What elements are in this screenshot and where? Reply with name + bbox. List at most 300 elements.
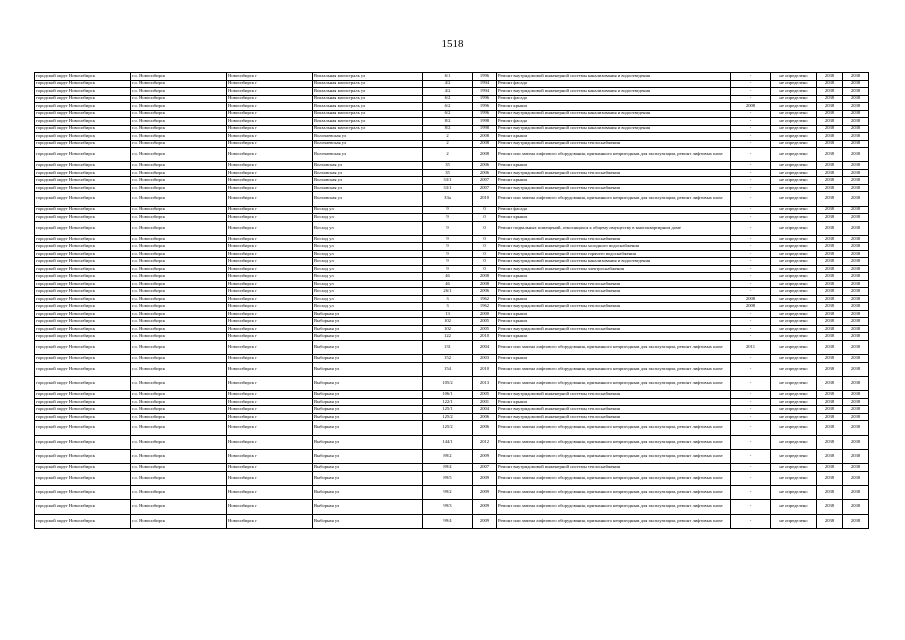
house-number-cell: 2 [423,133,473,141]
street-cell: Волочаевская ул [313,140,423,148]
work-type-cell: Ремонт крыши [497,133,731,141]
municipality-cell: городской округ Новосибирск [35,103,131,111]
street-cell: Волховская ул [313,192,423,206]
street-cell: Выборная ул [313,376,423,390]
locality-cell: Новосибирск г [227,449,313,463]
plan-start-cell: 2038 [817,288,843,296]
plan-end-cell: 2038 [843,258,869,266]
municipality-cell: городской округ Новосибирск [35,258,131,266]
municipality-cell: городской округ Новосибирск [35,133,131,141]
settlement-cell: г.о. Новосибирск [131,140,227,148]
house-number-cell: 9 [423,221,473,235]
street-cell: Волочаевская ул [313,148,423,162]
locality-cell: Новосибирск г [227,250,313,258]
table-row [35,435,869,449]
last-repair-year-cell: - [731,184,771,192]
settlement-cell: г.о. Новосибирск [131,406,227,414]
table-row [35,406,869,414]
street-cell: Волочаевская ул [313,133,423,141]
year-built-cell: 1996 [473,73,497,81]
work-type-cell: Ремонт или замена лифтового оборудования, признанного непригодным для эксплуатации, ремонт лифтовых шахт [497,435,731,449]
year-built-cell: 1998 [473,118,497,126]
plan-start-cell: 2038 [817,514,843,528]
table-row [35,192,869,206]
year-built-cell: 1996 [473,103,497,111]
locality-cell: Новосибирск г [227,162,313,170]
cost-cell: не определено [771,125,817,133]
locality-cell: Новосибирск г [227,362,313,376]
locality-cell: Новосибирск г [227,413,313,421]
year-built-cell: 0 [473,250,497,258]
locality-cell: Новосибирск г [227,355,313,363]
plan-end-cell: 2038 [843,221,869,235]
municipality-cell: городской округ Новосибирск [35,295,131,303]
municipality-cell: городской округ Новосибирск [35,485,131,499]
plan-end-cell: 2038 [843,288,869,296]
plan-start-cell: 2038 [817,362,843,376]
locality-cell: Новосибирск г [227,376,313,390]
settlement-cell: г.о. Новосибирск [131,110,227,118]
locality-cell: Новосибирск г [227,295,313,303]
street-cell: Волховская ул [313,169,423,177]
settlement-cell: г.о. Новосибирск [131,192,227,206]
last-repair-year-cell: - [731,514,771,528]
settlement-cell: г.о. Новосибирск [131,177,227,185]
year-built-cell: 2004 [473,406,497,414]
cost-cell: не определено [771,500,817,514]
year-built-cell: 1994 [473,80,497,88]
house-number-cell: 144/1 [423,435,473,449]
plan-start-cell: 2038 [817,250,843,258]
plan-end-cell: 2038 [843,464,869,472]
house-number-cell: 125/2 [423,421,473,435]
settlement-cell: г.о. Новосибирск [131,333,227,341]
cost-cell: не определено [771,177,817,185]
table-row [35,162,869,170]
settlement-cell: г.о. Новосибирск [131,303,227,311]
cost-cell: не определено [771,103,817,111]
table-row [35,485,869,499]
cost-cell: не определено [771,471,817,485]
year-built-cell: 2003 [473,355,497,363]
plan-start-cell: 2038 [817,435,843,449]
plan-end-cell: 2038 [843,250,869,258]
house-number-cell: 9 [423,214,473,222]
table-row [35,333,869,341]
plan-end-cell: 2038 [843,280,869,288]
plan-end-cell: 2038 [843,103,869,111]
municipality-cell: городской округ Новосибирск [35,325,131,333]
cost-cell: не определено [771,310,817,318]
table-row [35,318,869,326]
street-cell: Восход ул [313,288,423,296]
last-repair-year-cell: - [731,318,771,326]
cost-cell: не определено [771,221,817,235]
locality-cell: Новосибирск г [227,169,313,177]
cost-cell: не определено [771,485,817,499]
plan-start-cell: 2038 [817,398,843,406]
table-row [35,310,869,318]
locality-cell: Новосибирск г [227,243,313,251]
cost-cell: не определено [771,280,817,288]
year-built-cell: 2008 [473,280,497,288]
house-number-cell: 122/1 [423,398,473,406]
table-row [35,355,869,363]
last-repair-year-cell: - [731,265,771,273]
cost-cell: не определено [771,250,817,258]
plan-end-cell: 2038 [843,235,869,243]
last-repair-year-cell: - [731,280,771,288]
settlement-cell: г.о. Новосибирск [131,318,227,326]
table-row [35,95,869,103]
locality-cell: Новосибирск г [227,140,313,148]
plan-start-cell: 2038 [817,140,843,148]
table-row [35,177,869,185]
plan-end-cell: 2038 [843,169,869,177]
cost-cell: не определено [771,376,817,390]
plan-end-cell: 2038 [843,184,869,192]
municipality-cell: городской округ Новосибирск [35,214,131,222]
locality-cell: Новосибирск г [227,464,313,472]
last-repair-year-cell: - [731,398,771,406]
locality-cell: Новосибирск г [227,435,313,449]
plan-end-cell: 2038 [843,303,869,311]
house-number-cell: 89/2 [423,449,473,463]
street-cell: Восход ул [313,295,423,303]
house-number-cell: 9 [423,258,473,266]
house-number-cell: 131 [423,340,473,354]
plan-end-cell: 2038 [843,118,869,126]
work-type-cell: Ремонт внутридомовой инженерной системы теплоснабжения [497,464,731,472]
work-type-cell: Ремонт внутридомовой инженерной системы канализования и водоотведения [497,73,731,81]
settlement-cell: г.о. Новосибирск [131,184,227,192]
plan-start-cell: 2038 [817,310,843,318]
street-cell: Восход ул [313,280,423,288]
year-built-cell: 1996 [473,110,497,118]
work-type-cell: Ремонт или замена лифтового оборудования, признанного непригодным для эксплуатации, ремонт лифтовых шахт [497,514,731,528]
last-repair-year-cell: - [731,406,771,414]
year-built-cell: 1998 [473,125,497,133]
table-row [35,214,869,222]
house-number-cell: 33/1 [423,177,473,185]
street-cell: Восход ул [313,258,423,266]
locality-cell: Новосибирск г [227,73,313,81]
street-cell: Восход ул [313,206,423,214]
settlement-cell: г.о. Новосибирск [131,376,227,390]
last-repair-year-cell: - [731,125,771,133]
plan-end-cell: 2038 [843,95,869,103]
locality-cell: Новосибирск г [227,406,313,414]
street-cell: Вокзальная магистраль ул [313,118,423,126]
last-repair-year-cell: - [731,110,771,118]
cost-cell: не определено [771,265,817,273]
street-cell: Выборная ул [313,391,423,399]
table-row [35,471,869,485]
settlement-cell: г.о. Новосибирск [131,295,227,303]
plan-start-cell: 2038 [817,464,843,472]
last-repair-year-cell: - [731,471,771,485]
last-repair-year-cell: - [731,376,771,390]
year-built-cell: 1996 [473,95,497,103]
plan-end-cell: 2038 [843,140,869,148]
plan-start-cell: 2038 [817,118,843,126]
table-row [35,288,869,296]
plan-end-cell: 2038 [843,73,869,81]
settlement-cell: г.о. Новосибирск [131,471,227,485]
work-type-cell: Ремонт фасада [497,80,731,88]
work-type-cell: Ремонт крыши [497,398,731,406]
settlement-cell: г.о. Новосибирск [131,206,227,214]
table-row [35,118,869,126]
municipality-cell: городской округ Новосибирск [35,221,131,235]
work-type-cell: Ремонт фасада [497,206,731,214]
work-type-cell: Ремонт или замена лифтового оборудования, признанного непригодным для эксплуатации, ремонт лифтовых шахт [497,500,731,514]
plan-start-cell: 2038 [817,421,843,435]
settlement-cell: г.о. Новосибирск [131,235,227,243]
settlement-cell: г.о. Новосибирск [131,273,227,281]
house-number-cell: 89/5 [423,471,473,485]
plan-end-cell: 2038 [843,310,869,318]
plan-start-cell: 2038 [817,449,843,463]
table-row [35,449,869,463]
last-repair-year-cell: - [731,148,771,162]
work-type-cell: Ремонт внутридомовой инженерной системы горячего водоснабжения [497,250,731,258]
table-row [35,250,869,258]
locality-cell: Новосибирск г [227,221,313,235]
house-number-cell: 125/2 [423,413,473,421]
municipality-cell: городской округ Новосибирск [35,140,131,148]
plan-end-cell: 2038 [843,206,869,214]
plan-end-cell: 2038 [843,398,869,406]
work-type-cell: Ремонт внутридомовой инженерной системы теплоснабжения [497,140,731,148]
plan-start-cell: 2038 [817,355,843,363]
locality-cell: Новосибирск г [227,340,313,354]
work-type-cell: Ремонт фасада [497,95,731,103]
work-type-cell: Ремонт внутридомовой инженерной системы теплоснабжения [497,406,731,414]
table-row [35,376,869,390]
year-built-cell: 2006 [473,413,497,421]
municipality-cell: городской округ Новосибирск [35,206,131,214]
work-type-cell: Ремонт внутридомовой инженерной системы теплоснабжения [497,169,731,177]
street-cell: Выборная ул [313,310,423,318]
plan-start-cell: 2038 [817,133,843,141]
street-cell: Восход ул [313,250,423,258]
locality-cell: Новосибирск г [227,184,313,192]
plan-start-cell: 2038 [817,177,843,185]
cost-cell: не определено [771,258,817,266]
municipality-cell: городской округ Новосибирск [35,421,131,435]
locality-cell: Новосибирск г [227,514,313,528]
street-cell: Восход ул [313,235,423,243]
settlement-cell: г.о. Новосибирск [131,148,227,162]
plan-start-cell: 2038 [817,406,843,414]
work-type-cell: Ремонт внутридомовой инженерной системы теплоснабжения [497,235,731,243]
settlement-cell: г.о. Новосибирск [131,118,227,126]
municipality-cell: городской округ Новосибирск [35,95,131,103]
year-built-cell: 2010 [473,333,497,341]
year-built-cell: 0 [473,243,497,251]
settlement-cell: г.о. Новосибирск [131,340,227,354]
street-cell: Выборная ул [313,325,423,333]
year-built-cell: 2006 [473,421,497,435]
locality-cell: Новосибирск г [227,398,313,406]
settlement-cell: г.о. Новосибирск [131,95,227,103]
municipality-cell: городской округ Новосибирск [35,340,131,354]
cost-cell: не определено [771,362,817,376]
street-cell: Выборная ул [313,362,423,376]
street-cell: Выборная ул [313,406,423,414]
locality-cell: Новосибирск г [227,273,313,281]
year-built-cell: 0 [473,265,497,273]
municipality-cell: городской округ Новосибирск [35,235,131,243]
house-number-cell: 9 [423,265,473,273]
table-row [35,273,869,281]
locality-cell: Новосибирск г [227,258,313,266]
locality-cell: Новосибирск г [227,118,313,126]
year-built-cell: 1994 [473,88,497,96]
work-type-cell: Ремонт внутридомовой инженерной системы холодного водоснабжения [497,243,731,251]
municipality-cell: городской округ Новосибирск [35,435,131,449]
house-number-cell: 6/2 [423,95,473,103]
plan-end-cell: 2038 [843,485,869,499]
last-repair-year-cell: - [731,243,771,251]
house-number-cell: 102 [423,325,473,333]
cost-cell: не определено [771,435,817,449]
work-type-cell: Ремонт внутридомовой инженерной системы канализования и водоотведения [497,258,731,266]
house-number-cell: 99/3 [423,500,473,514]
cost-cell: не определено [771,413,817,421]
table-row [35,243,869,251]
work-type-cell: Ремонт или замена лифтового оборудования, признанного непригодным для эксплуатации, ремонт лифтовых шахт [497,376,731,390]
last-repair-year-cell: - [731,206,771,214]
plan-end-cell: 2038 [843,125,869,133]
locality-cell: Новосибирск г [227,471,313,485]
year-built-cell: 0 [473,221,497,235]
cost-cell: не определено [771,449,817,463]
year-built-cell: 2013 [473,376,497,390]
house-number-cell: 89/4 [423,464,473,472]
work-type-cell: Ремонт или замена лифтового оборудования, признанного непригодным для эксплуатации, ремонт лифтовых шахт [497,421,731,435]
last-repair-year-cell: - [731,118,771,126]
street-cell: Вокзальная магистраль ул [313,88,423,96]
last-repair-year-cell: - [731,140,771,148]
locality-cell: Новосибирск г [227,95,313,103]
house-number-cell: 4/2 [423,80,473,88]
municipality-cell: городской округ Новосибирск [35,125,131,133]
work-type-cell: Ремонт или замена лифтового оборудования, признанного непригодным для эксплуатации, ремонт лифтовых шахт [497,362,731,376]
house-number-cell: 8/2 [423,125,473,133]
last-repair-year-cell: - [731,214,771,222]
plan-start-cell: 2038 [817,103,843,111]
last-repair-year-cell: - [731,250,771,258]
table-row [35,125,869,133]
municipality-cell: городской округ Новосибирск [35,250,131,258]
work-type-cell: Ремонт крыши [497,355,731,363]
cost-cell: не определено [771,295,817,303]
plan-start-cell: 2038 [817,333,843,341]
house-number-cell: 2 [423,140,473,148]
plan-start-cell: 2038 [817,221,843,235]
settlement-cell: г.о. Новосибирск [131,362,227,376]
last-repair-year-cell: 2008 [731,303,771,311]
year-built-cell: 0 [473,258,497,266]
year-built-cell: 2012 [473,435,497,449]
street-cell: Восход ул [313,221,423,235]
street-cell: Выборная ул [313,500,423,514]
settlement-cell: г.о. Новосибирск [131,125,227,133]
settlement-cell: г.о. Новосибирск [131,500,227,514]
work-type-cell: Ремонт крыши [497,177,731,185]
work-type-cell: Ремонт внутридомовой инженерной системы канализования и водоотведения [497,88,731,96]
last-repair-year-cell: - [731,449,771,463]
year-built-cell: 0 [473,214,497,222]
last-repair-year-cell: - [731,88,771,96]
municipality-cell: городской округ Новосибирск [35,398,131,406]
street-cell: Восход ул [313,265,423,273]
last-repair-year-cell: - [731,177,771,185]
settlement-cell: г.о. Новосибирск [131,169,227,177]
plan-start-cell: 2038 [817,125,843,133]
municipality-cell: городской округ Новосибирск [35,333,131,341]
street-cell: Выборная ул [313,355,423,363]
plan-start-cell: 2038 [817,318,843,326]
house-number-cell: 13 [423,310,473,318]
street-cell: Волховская ул [313,177,423,185]
work-type-cell: Ремонт или замена лифтового оборудования, признанного непригодным для эксплуатации, ремонт лифтовых шахт [497,340,731,354]
street-cell: Выборная ул [313,435,423,449]
locality-cell: Новосибирск г [227,80,313,88]
locality-cell: Новосибирск г [227,88,313,96]
settlement-cell: г.о. Новосибирск [131,221,227,235]
table-row [35,184,869,192]
plan-end-cell: 2038 [843,162,869,170]
locality-cell: Новосибирск г [227,235,313,243]
plan-end-cell: 2038 [843,413,869,421]
locality-cell: Новосибирск г [227,214,313,222]
municipality-cell: городской округ Новосибирск [35,280,131,288]
locality-cell: Новосибирск г [227,500,313,514]
locality-cell: Новосибирск г [227,303,313,311]
year-built-cell: 2005 [473,391,497,399]
work-type-cell: Ремонт внутридомовой инженерной системы канализования и водоотведения [497,110,731,118]
street-cell: Вокзальная магистраль ул [313,125,423,133]
settlement-cell: г.о. Новосибирск [131,258,227,266]
settlement-cell: г.о. Новосибирск [131,250,227,258]
table-row [35,514,869,528]
plan-end-cell: 2038 [843,318,869,326]
house-number-cell: 9 [423,235,473,243]
street-cell: Выборная ул [313,318,423,326]
municipality-cell: городской округ Новосибирск [35,88,131,96]
year-built-cell: 2008 [473,148,497,162]
last-repair-year-cell: - [731,413,771,421]
street-cell: Восход ул [313,303,423,311]
work-type-cell: Ремонт внутридомовой инженерной системы теплоснабжения [497,303,731,311]
table-row [35,280,869,288]
plan-end-cell: 2038 [843,435,869,449]
plan-start-cell: 2038 [817,110,843,118]
cost-cell: не определено [771,325,817,333]
last-repair-year-cell: - [731,133,771,141]
table-row [35,80,869,88]
house-number-cell: 35 [423,162,473,170]
municipality-cell: городской округ Новосибирск [35,318,131,326]
last-repair-year-cell: 2008 [731,295,771,303]
locality-cell: Новосибирск г [227,280,313,288]
last-repair-year-cell: - [731,391,771,399]
settlement-cell: г.о. Новосибирск [131,80,227,88]
plan-start-cell: 2038 [817,273,843,281]
